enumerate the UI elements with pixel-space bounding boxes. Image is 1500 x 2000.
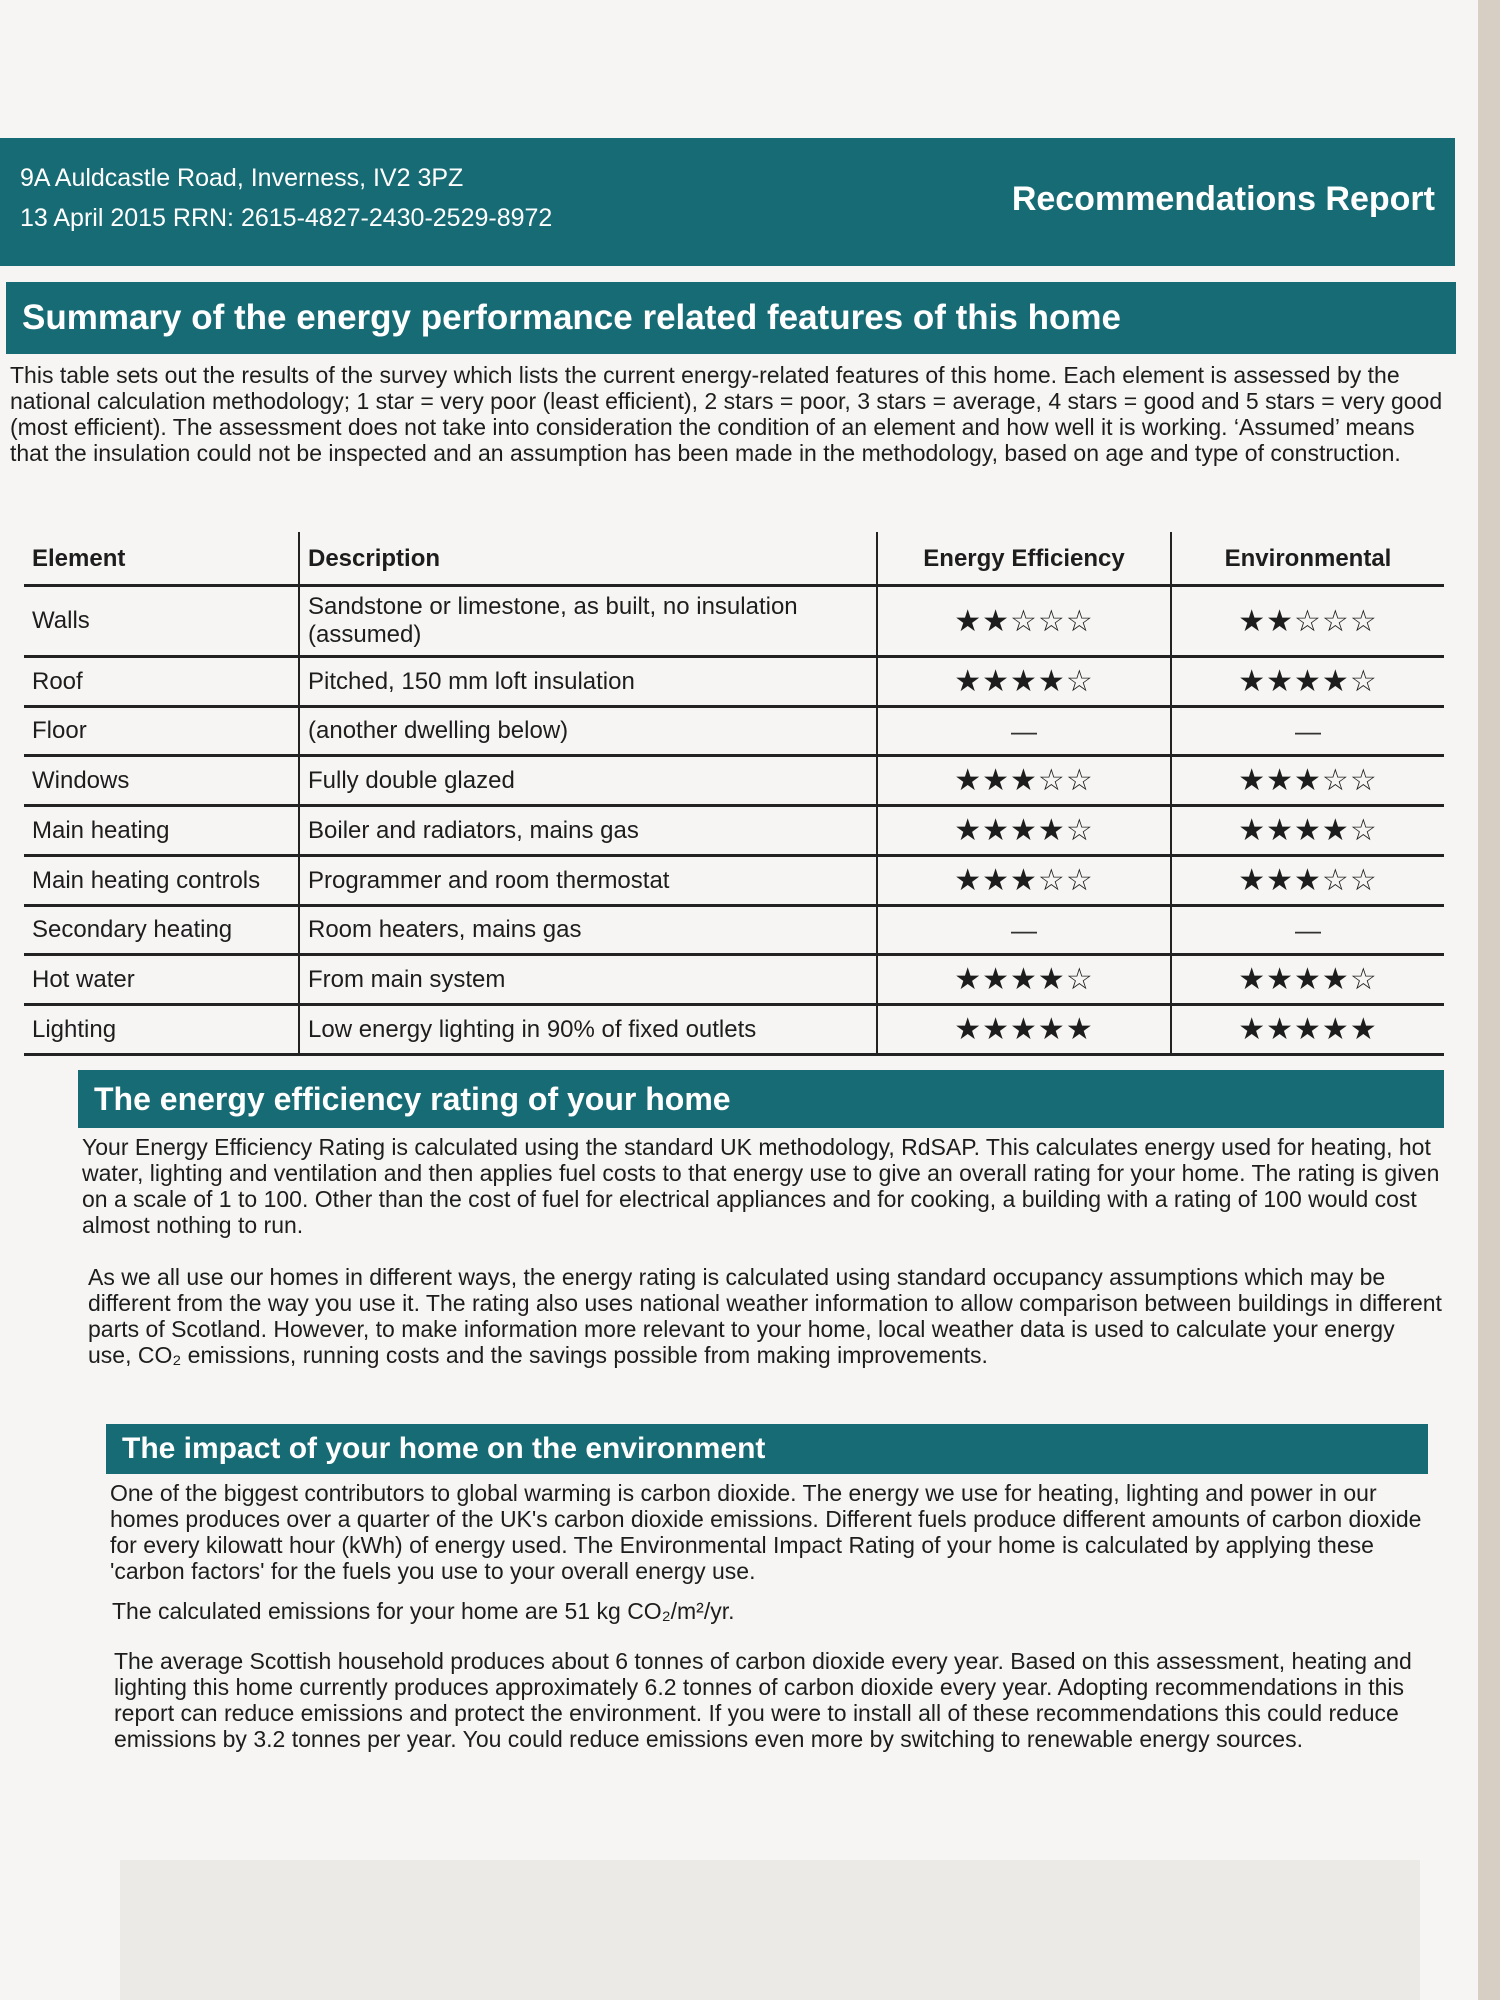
- element-cell: Secondary heating: [24, 906, 299, 955]
- element-cell: Main heating: [24, 806, 299, 856]
- description-cell: Programmer and room thermostat: [299, 856, 877, 906]
- element-cell: Floor: [24, 707, 299, 756]
- report-header: [0, 138, 1455, 266]
- emissions-statement: The calculated emissions for your home are 51 kg CO₂/m²/yr.: [112, 1598, 735, 1624]
- table-row-hot-water: [24, 955, 1444, 1005]
- features-table: [24, 532, 1444, 1056]
- energy-rating-stars: ★★★★☆: [877, 955, 1171, 1005]
- environment-heading: The impact of your home on the environment: [106, 1424, 1428, 1474]
- energy-rating-none: —: [877, 906, 1171, 955]
- table-row-lighting: [24, 1005, 1444, 1055]
- element-cell: Roof: [24, 657, 299, 707]
- energy-rating-stars: ★★★★★: [877, 1005, 1171, 1055]
- energy-rating-none: —: [877, 707, 1171, 756]
- column-header-environmental: Environmental: [1171, 532, 1444, 586]
- property-address: 9A Auldcastle Road, Inverness, IV2 3PZ: [20, 164, 464, 192]
- summary-intro: This table sets out the results of the survey which lists the current energy-related features of this home. Each element is assessed by the national calculation methodology; 1 star = very poor (least efficient), 2 stars = poor, 3 stars = average, 4 stars = good and 5 stars = very good (most efficient). The assessment does not take into consideration the condition of an element and how well it is working. ‘Assumed’ means that the insulation could not be inspected and an assumption has been made in the methodology, based on age and type of construction.: [10, 362, 1443, 466]
- description-cell: (another dwelling below): [299, 707, 877, 756]
- page-edge: [1478, 0, 1500, 2000]
- description-cell: Boiler and radiators, mains gas: [299, 806, 877, 856]
- summary-heading: Summary of the energy performance related features of this home: [6, 282, 1456, 354]
- table-row-floor: [24, 707, 1444, 756]
- environmental-rating-none: —: [1171, 707, 1444, 756]
- report-title: Recommendations Report: [1011, 180, 1435, 218]
- column-header-description: Description: [299, 532, 877, 586]
- energy-rating-stars: ★★☆☆☆: [877, 586, 1171, 657]
- description-cell: Low energy lighting in 90% of fixed outlets: [299, 1005, 877, 1055]
- faded-table-area: [120, 1860, 1420, 2000]
- element-cell: Walls: [24, 586, 299, 657]
- element-cell: Lighting: [24, 1005, 299, 1055]
- date-and-rrn: 13 April 2015 RRN: 2615-4827-2430-2529-8972: [20, 204, 553, 232]
- environment-paragraph-3: The average Scottish household produces about 6 tonnes of carbon dioxide every year. Based on this assessment, heating and lighting this home currently produces approximately 6.2 tonnes of carbon dioxide every year. Adopting recommendations in this report can reduce emissions and protect the environment. If you were to install all of these recommendations this could reduce emissions by 3.2 tonnes per year. You could reduce emissions even more by switching to renewable energy sources.: [114, 1648, 1412, 1752]
- element-cell: Windows: [24, 756, 299, 806]
- energy-rating-stars: ★★★☆☆: [877, 856, 1171, 906]
- environmental-rating-stars: ★★★★☆: [1171, 955, 1444, 1005]
- environmental-rating-stars: ★★★☆☆: [1171, 756, 1444, 806]
- environmental-rating-stars: ★★★★★: [1171, 1005, 1444, 1055]
- environmental-rating-stars: ★★☆☆☆: [1171, 586, 1444, 657]
- description-cell: Fully double glazed: [299, 756, 877, 806]
- column-header-element: Element: [24, 532, 299, 586]
- table-row-main-heating: [24, 806, 1444, 856]
- table-row-roof: [24, 657, 1444, 707]
- energy-rating-stars: ★★★★☆: [877, 806, 1171, 856]
- table-row-secondary-heating: [24, 906, 1444, 955]
- environmental-rating-stars: ★★★★☆: [1171, 657, 1444, 707]
- description-cell: Sandstone or limestone, as built, no insulation (assumed): [299, 586, 877, 657]
- element-cell: Main heating controls: [24, 856, 299, 906]
- description-cell: From main system: [299, 955, 877, 1005]
- rating-heading: The energy efficiency rating of your home: [78, 1070, 1444, 1128]
- table-row-main-heating-controls: [24, 856, 1444, 906]
- environmental-rating-none: —: [1171, 906, 1444, 955]
- description-cell: Pitched, 150 mm loft insulation: [299, 657, 877, 707]
- energy-rating-stars: ★★★★☆: [877, 657, 1171, 707]
- column-header-energy-efficiency: Energy Efficiency: [877, 532, 1171, 586]
- table-header-row: [24, 532, 1444, 586]
- header-address-block: [20, 158, 552, 238]
- table-row-walls: [24, 586, 1444, 657]
- element-cell: Hot water: [24, 955, 299, 1005]
- environmental-rating-stars: ★★★★☆: [1171, 806, 1444, 856]
- energy-rating-stars: ★★★☆☆: [877, 756, 1171, 806]
- rating-paragraph-2: As we all use our homes in different ways, the energy rating is calculated using standard occupancy assumptions which may be different from the way you use it. The rating also uses national weather information to allow comparison between buildings in different parts of Scotland. However, to make information more relevant to your home, local weather data is used to calculate your energy use, CO₂ emissions, running costs and the savings possible from making improvements.: [88, 1264, 1442, 1368]
- environmental-rating-stars: ★★★☆☆: [1171, 856, 1444, 906]
- rating-paragraph-1: Your Energy Efficiency Rating is calculated using the standard UK methodology, RdSAP. This calculates energy used for heating, hot water, lighting and ventilation and then applies fuel costs to that energy use to give an overall rating for your home. The rating is given on a scale of 1 to 100. Other than the cost of fuel for electrical appliances and for cooking, a building with a rating of 100 would cost almost nothing to run.: [82, 1134, 1440, 1238]
- environment-paragraph-1: One of the biggest contributors to global warming is carbon dioxide. The energy we use for heating, lighting and power in our homes produces over a quarter of the UK's carbon dioxide emissions. Different fuels produce different amounts of carbon dioxide for every kilowatt hour (kWh) of energy used. The Environmental Impact Rating of your home is calculated by applying these 'carbon factors' for the fuels you use to your overall energy use.: [110, 1480, 1422, 1584]
- table-row-windows: [24, 756, 1444, 806]
- description-cell: Room heaters, mains gas: [299, 906, 877, 955]
